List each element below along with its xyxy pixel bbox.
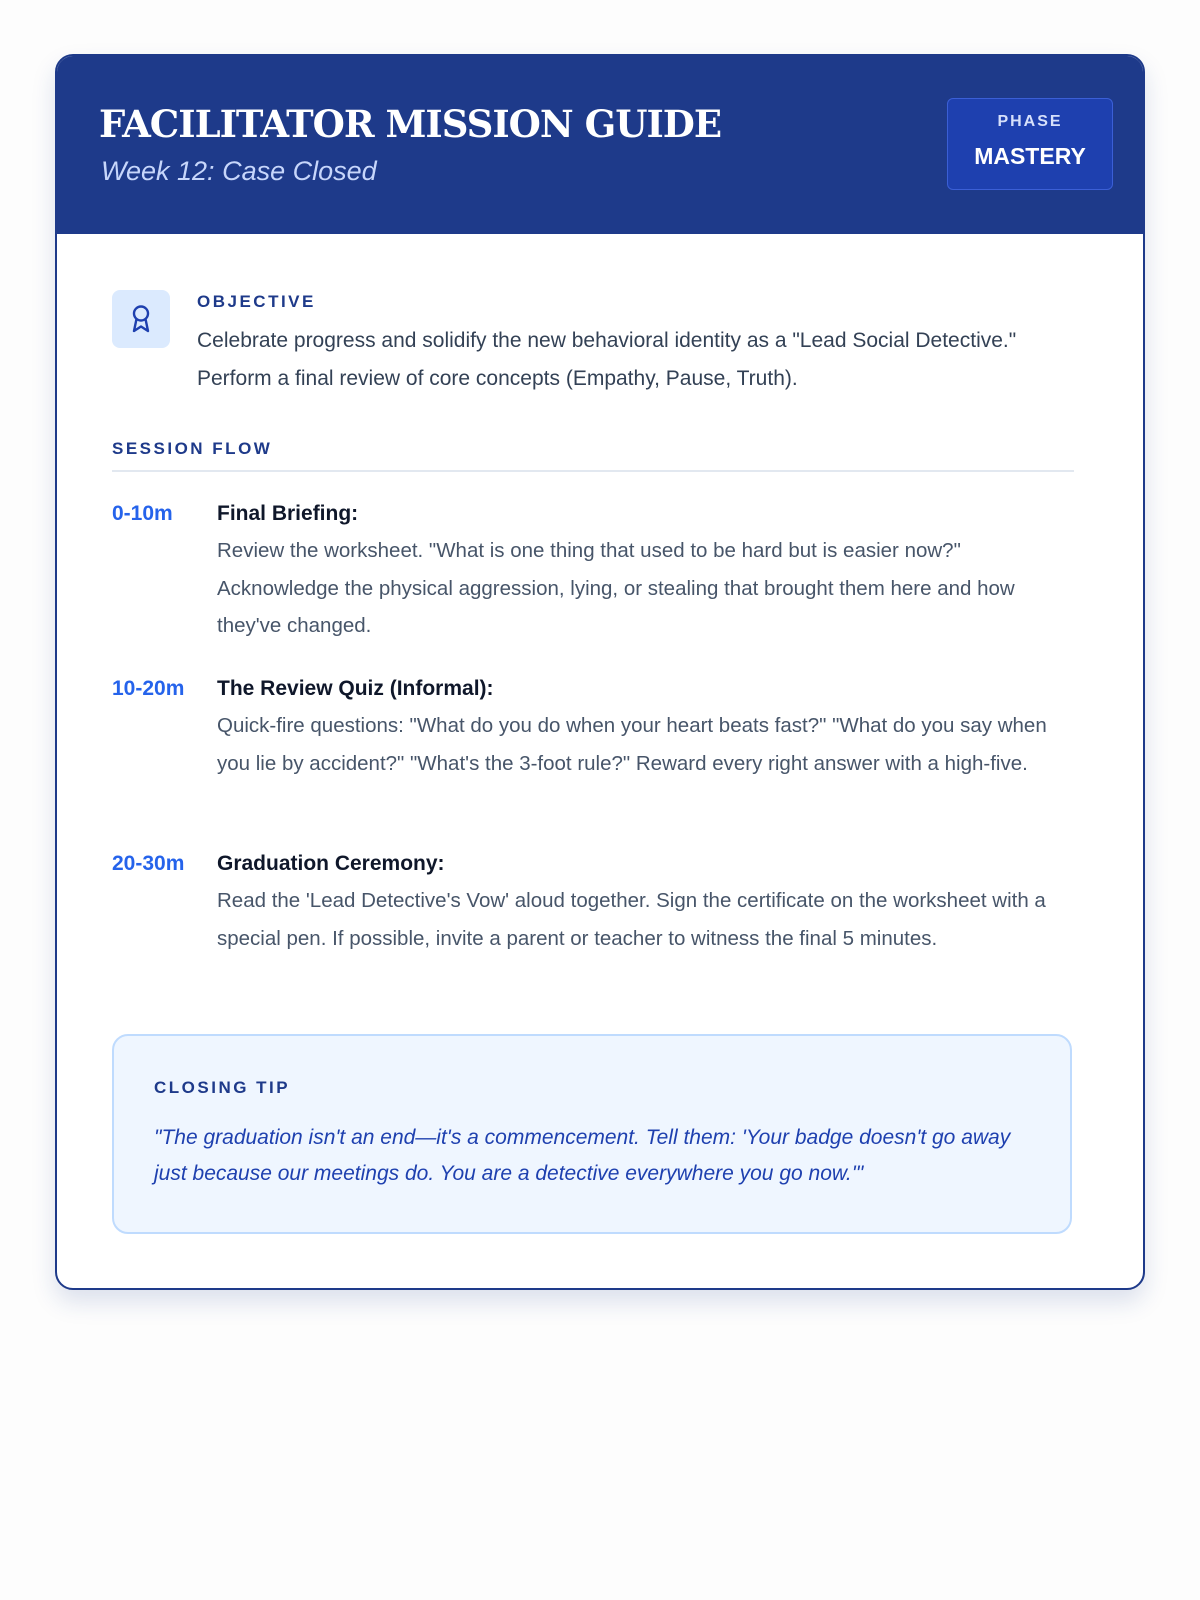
closing-tip-text: "The graduation isn't an end—it's a commencement. Tell them: 'Your badge doesn't go away just because our meetings do. You are a detective everywhere you go now.'" (154, 1126, 1011, 1185)
phase-value: MASTERY (974, 143, 1086, 169)
flow-time: 0-10m (112, 502, 173, 525)
guide-body (57, 234, 1143, 1288)
flow-time: 20-30m (112, 852, 185, 875)
guide-header (57, 56, 1143, 234)
phase-badge (947, 98, 1113, 190)
phase-label: PHASE (997, 113, 1063, 130)
session-flow-label: SESSION FLOW (112, 439, 273, 458)
flow-title: The Review Quiz (Informal): (217, 677, 494, 700)
flow-title: Graduation Ceremony: (217, 852, 445, 875)
closing-tip-label: CLOSING TIP (154, 1078, 291, 1097)
mission-guide-card (55, 54, 1145, 1290)
flow-description: Read the 'Lead Detective's Vow' aloud together. Sign the certificate on the worksheet with a special pen. If possible, invite a parent or teacher to witness the final 5 minutes. (217, 889, 1046, 950)
objective-text: Celebrate progress and solidify the new behavioral identity as a "Lead Social Detective." Perform a final review of core concepts (Empathy, Pause, Truth). (197, 329, 1017, 390)
closing-tip-box (112, 1034, 1072, 1234)
flow-time: 10-20m (112, 677, 185, 700)
divider (112, 470, 1074, 472)
flow-title: Final Briefing: (217, 502, 359, 525)
objective-label: OBJECTIVE (197, 292, 316, 311)
flow-description: Review the worksheet. "What is one thing that used to be hard but is easier now?" Acknowledge the physical aggression, lying, or stealing that brought them here and how they've changed. (217, 539, 1015, 637)
page-subtitle: Week 12: Case Closed (101, 156, 377, 186)
award-ribbon-icon (112, 290, 170, 348)
page-title: FACILITATOR MISSION GUIDE (99, 102, 722, 146)
flow-description: Quick-fire questions: "What do you do when your heart beats fast?" "What do you say when you lie by accident?" "What's the 3-foot rule?" Reward every right answer with a high-five. (217, 714, 1047, 775)
